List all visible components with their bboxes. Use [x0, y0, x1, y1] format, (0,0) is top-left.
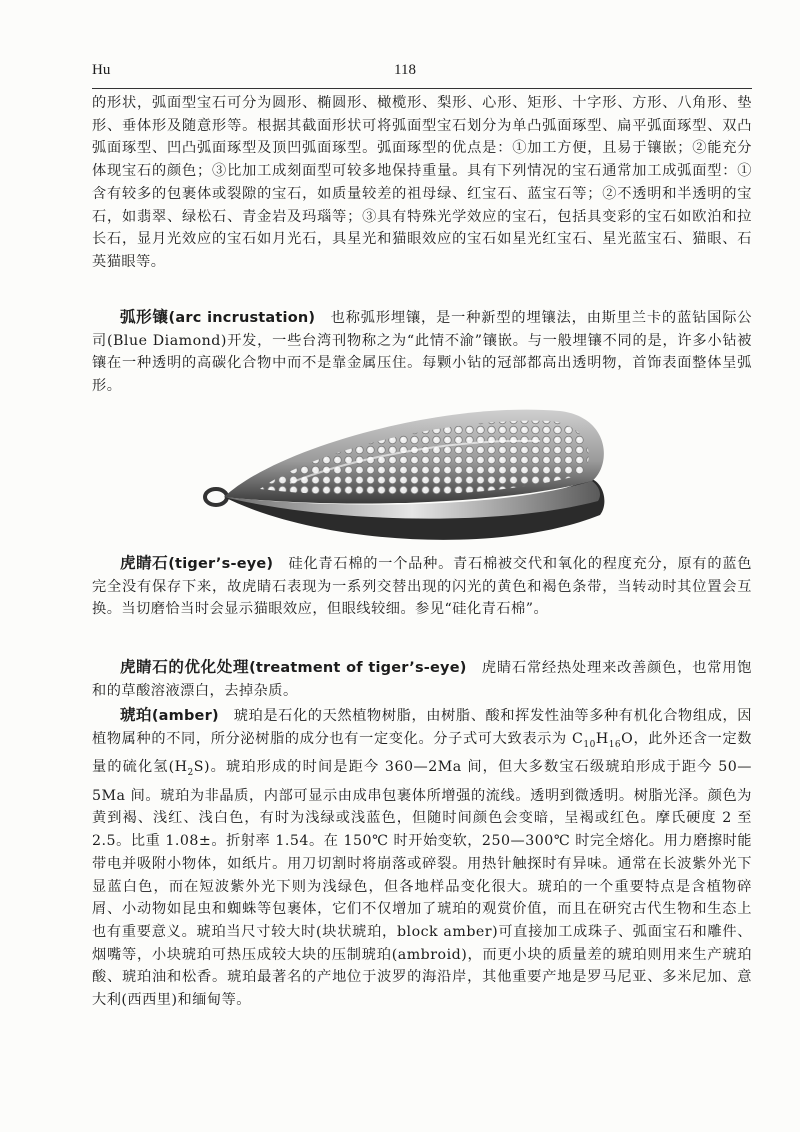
entry-text: 也称弧形埋镶，是一种新型的埋镶法，由斯里兰卡的蓝钻国际公司(Blue Diamond)开发，一些台湾刊物称之为“此情不渝”镶嵌。与一般埋镶不同的是，许多小钻被镶在一种透明的高碳化合物中而不是靠金属压住。每颗小钻的冠部都高出透明物，首饰表面整体呈弧形。	[92, 310, 752, 395]
entry-text-part-a: 琥珀是石化的天然植物树脂，由树脂、酸和挥发性油等多种有机化合物组成，因植物属种的不同，所分泌树脂的成分也有一定变化。分子式可大致表示为 C	[92, 708, 752, 747]
formula-subscript: 2	[187, 768, 194, 779]
entry-text: 虎睛石常经热处理来改善颜色，也常用饱和的草酸溶液漂白，去掉杂质。	[92, 660, 752, 699]
entry-amber	[92, 704, 752, 1012]
formula-element: H	[595, 730, 609, 747]
running-head	[92, 62, 752, 88]
entry-term-english: (arc incrustation)	[168, 310, 316, 326]
entry-term-english: (treatment of tiger’s-eye)	[249, 660, 467, 676]
page-number: 118	[394, 62, 416, 78]
entry-treatment-tigers-eye	[92, 656, 752, 702]
entry-tigers-eye	[92, 552, 752, 621]
header-left-label: Hu	[92, 62, 111, 78]
entry-term-english: (amber)	[151, 708, 219, 724]
entry-term: 虎睛石的优化处理	[120, 658, 250, 676]
paragraph-cabochon-continuation: 的形状，弧面型宝石可分为圆形、椭圆形、橄榄形、梨形、心形、矩形、十字形、方形、八角形、垫形、垂体形及随意形等。根据其截面形状可将弧面型宝石划分为单凸弧面琢型、扁平弧面琢型、双凸弧面琢型、凹凸弧面琢型及顶凹弧面琢型。弧面琢型的优点是：①加工方便，且易于镶嵌；②能充分体现宝石的颜色；③比加工成刻面型可较多地保持重量。具有下列情况的宝石通常加工成弧面型：①含有较多的包裹体或裂隙的宝石，如质量较差的祖母绿、红宝石、蓝宝石等；②不透明和半透明的宝石，如翡翠、绿松石、青金岩及玛瑙等；③具有特殊光学效应的宝石，包括具变彩的宝石如欧泊和拉长石，显月光效应的宝石如月光石，具星光和猫眼效应的宝石如星光红宝石、星光蓝宝石、猫眼、石英猫眼等。	[92, 95, 752, 270]
entry-text-part-b: S)。琥珀形成的时间是距今 360—2Ma 间，但大多数宝石级琥珀形成于距今 50—5Ma 间。琥珀为非晶质，内部可显示由成串包裹体所增强的流线。透明到微透明。树脂光泽。颜色为黄到褐、浅红、浅白色，有时为浅绿或浅蓝色，但随时间颜色会变暗，呈褐或红色。摩氏硬度 2 至 2.5。比重 1.08±。折射率 1.54。在 150℃ 时开始变软，250—300℃ 时完全熔化。用力磨擦时能带电并吸附小物体，如纸片。用刀切割时将崩落或碎裂。用热针触探时有异味。通常在长波紫外光下显蓝白色，而在短波紫外光下则为浅绿色，但各地样品变化很大。琥珀的一个重要特点是含植物碎屑、小动物如昆虫和蜘蛛等包裹体，它们不仅增加了琥珀的观赏价值，而且在研究古代生物和生态上也有重要意义。琥珀当尺寸较大时(块状琥珀，block amber)可直接加工成珠子、弧面宝石和雕件、烟嘴等，小块琥珀可热压成较大块的压制琥珀(ambroid)，而更小块的质量差的琥珀则用来生产琥珀酸、琥珀油和松香。琥珀最著名的产地位于波罗的海沿岸，其他重要产地是罗马尼亚、多米尼加、意大利(西西里)和缅甸等。	[92, 759, 752, 1009]
entry-arc-incrustation	[92, 306, 752, 398]
header-rule	[92, 88, 752, 89]
entry-term-english: (tiger’s-eye)	[168, 556, 274, 572]
entry-term: 虎睛石	[120, 554, 169, 572]
entry-term: 琥珀	[120, 706, 152, 724]
pave-set-teardrop-pendant-illustration-icon	[200, 405, 610, 545]
entry-text: 硅化青石棉的一个品种。青石棉被交代和氧化的程度充分，原有的蓝色完全没有保存下来，故虎睛石表现为一系列交替出现的闪光的黄色和褐色条带，当转动时其位置会互换。当切磨恰当时会显示猫眼效应，但眼线较细。参见“硅化青石棉”。	[92, 556, 752, 618]
entry-term: 弧形镶	[120, 308, 169, 326]
formula-subscript: 16	[608, 739, 622, 750]
formula-element: O，此外还含一定数量的硫化氢(H	[92, 730, 752, 776]
formula-subscript: 10	[583, 739, 596, 750]
pendant-figure	[200, 405, 610, 545]
